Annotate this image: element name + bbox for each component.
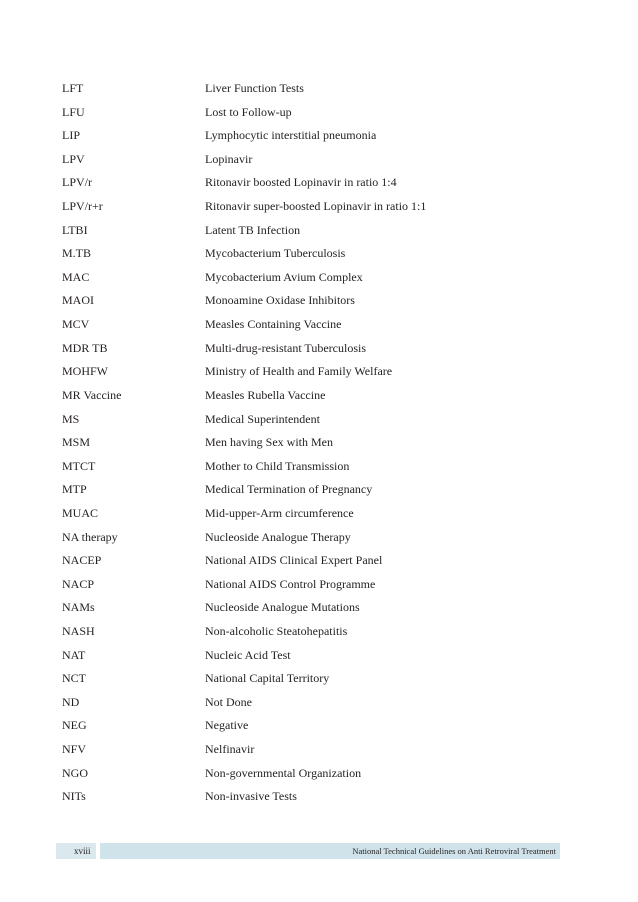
footer-title-bar bbox=[100, 843, 560, 859]
abbreviation-definition: Mycobacterium Avium Complex bbox=[205, 269, 363, 284]
abbreviation-row bbox=[0, 124, 638, 148]
abbreviation-term: MDR TB bbox=[62, 340, 108, 355]
abbreviation-definition: Nelfinavir bbox=[205, 742, 255, 757]
abbreviation-term: NACEP bbox=[62, 553, 102, 568]
footer-title: National Technical Guidelines on Anti Retroviral Treatment bbox=[352, 846, 556, 856]
abbreviation-term: NA therapy bbox=[62, 529, 118, 544]
abbreviation-definition: Men having Sex with Men bbox=[205, 435, 333, 450]
abbreviation-row bbox=[0, 714, 638, 738]
abbreviation-row bbox=[0, 620, 638, 644]
abbreviation-term: MAC bbox=[62, 269, 90, 284]
abbreviation-definition: Nucleic Acid Test bbox=[205, 647, 291, 662]
abbreviation-definition: Measles Rubella Vaccine bbox=[205, 387, 326, 402]
abbreviation-definition: Mycobacterium Tuberculosis bbox=[205, 246, 346, 261]
abbreviation-definition: Monoamine Oxidase Inhibitors bbox=[205, 293, 355, 308]
abbreviation-term: MTCT bbox=[62, 458, 96, 473]
footer-page-box bbox=[56, 843, 96, 859]
abbreviation-row bbox=[0, 667, 638, 691]
abbreviation-term: NAMs bbox=[62, 600, 95, 615]
abbreviation-list bbox=[0, 77, 638, 809]
abbreviation-row bbox=[0, 242, 638, 266]
abbreviation-definition: Not Done bbox=[205, 694, 252, 709]
abbreviation-row bbox=[0, 101, 638, 125]
abbreviation-definition: Nucleoside Analogue Therapy bbox=[205, 529, 351, 544]
abbreviation-term: MCV bbox=[62, 317, 90, 332]
abbreviation-term: NFV bbox=[62, 742, 87, 757]
abbreviation-definition: Measles Containing Vaccine bbox=[205, 317, 342, 332]
abbreviation-row bbox=[0, 219, 638, 243]
abbreviation-definition: Medical Superintendent bbox=[205, 411, 320, 426]
abbreviation-row bbox=[0, 77, 638, 101]
abbreviation-term: M.TB bbox=[62, 246, 92, 261]
abbreviation-row bbox=[0, 431, 638, 455]
abbreviation-term: MAOI bbox=[62, 293, 94, 308]
abbreviation-definition: Latent TB Infection bbox=[205, 222, 301, 237]
abbreviation-definition: Negative bbox=[205, 718, 249, 733]
abbreviation-row bbox=[0, 408, 638, 432]
abbreviation-row bbox=[0, 171, 638, 195]
abbreviation-definition: Mother to Child Transmission bbox=[205, 458, 350, 473]
abbreviation-term: MUAC bbox=[62, 505, 99, 520]
abbreviation-definition: Liver Function Tests bbox=[205, 81, 304, 95]
abbreviation-term: LFT bbox=[62, 81, 84, 95]
abbreviation-row bbox=[0, 762, 638, 786]
abbreviation-row bbox=[0, 360, 638, 384]
abbreviation-term: LPV/r bbox=[62, 175, 92, 190]
abbreviation-row bbox=[0, 785, 638, 809]
abbreviation-term: MOHFW bbox=[62, 364, 109, 379]
abbreviation-definition: National AIDS Control Programme bbox=[205, 576, 376, 591]
abbreviation-term: MS bbox=[62, 411, 80, 426]
abbreviation-definition: Non-alcoholic Steatohepatitis bbox=[205, 624, 348, 639]
abbreviation-row bbox=[0, 148, 638, 172]
abbreviation-term: MSM bbox=[62, 435, 91, 450]
abbreviation-row bbox=[0, 478, 638, 502]
abbreviation-definition: Medical Termination of Pregnancy bbox=[205, 482, 373, 497]
abbreviation-definition: Ritonavir super-boosted Lopinavir in ratio 1:1 bbox=[205, 199, 427, 214]
abbreviation-term: NGO bbox=[62, 765, 88, 780]
abbreviation-term: NASH bbox=[62, 624, 95, 639]
abbreviation-term: NAT bbox=[62, 647, 86, 662]
abbreviation-row bbox=[0, 596, 638, 620]
abbreviation-term: ND bbox=[62, 694, 80, 709]
abbreviation-definition: Nucleoside Analogue Mutations bbox=[205, 600, 360, 615]
abbreviation-term: NACP bbox=[62, 576, 95, 591]
page-number: xviii bbox=[74, 846, 91, 856]
page-footer bbox=[56, 843, 560, 859]
abbreviation-term: LTBI bbox=[62, 222, 88, 237]
abbreviation-row bbox=[0, 573, 638, 597]
abbreviation-definition: Lost to Follow-up bbox=[205, 104, 292, 119]
abbreviation-term: MTP bbox=[62, 482, 87, 497]
abbreviation-term: NEG bbox=[62, 718, 87, 733]
abbreviation-definition: Lopinavir bbox=[205, 151, 253, 166]
abbreviation-row bbox=[0, 455, 638, 479]
abbreviation-row bbox=[0, 266, 638, 290]
abbreviation-row bbox=[0, 644, 638, 668]
abbreviation-row bbox=[0, 289, 638, 313]
abbreviation-row bbox=[0, 526, 638, 550]
abbreviation-row bbox=[0, 549, 638, 573]
abbreviation-row bbox=[0, 313, 638, 337]
abbreviation-term: LFU bbox=[62, 104, 85, 119]
abbreviation-definition: Ministry of Health and Family Welfare bbox=[205, 364, 393, 379]
abbreviation-definition: National Capital Territory bbox=[205, 671, 330, 686]
abbreviation-definition: Lymphocytic interstitial pneumonia bbox=[205, 128, 377, 143]
abbreviation-term: NCT bbox=[62, 671, 86, 686]
abbreviation-term: MR Vaccine bbox=[62, 387, 122, 402]
abbreviation-definition: Mid-upper-Arm circumference bbox=[205, 505, 354, 520]
abbreviation-term: LPV bbox=[62, 151, 85, 166]
abbreviation-row bbox=[0, 195, 638, 219]
abbreviation-definition: National AIDS Clinical Expert Panel bbox=[205, 553, 383, 568]
abbreviation-term: NITs bbox=[62, 789, 86, 804]
abbreviation-definition: Non-invasive Tests bbox=[205, 789, 297, 804]
abbreviation-row bbox=[0, 738, 638, 762]
abbreviation-row bbox=[0, 384, 638, 408]
abbreviation-term: LIP bbox=[62, 128, 80, 143]
abbreviation-definition: Ritonavir boosted Lopinavir in ratio 1:4 bbox=[205, 175, 397, 190]
abbreviation-row bbox=[0, 337, 638, 361]
abbreviation-definition: Non-governmental Organization bbox=[205, 765, 362, 780]
abbreviation-definition: Multi-drug-resistant Tuberculosis bbox=[205, 340, 366, 355]
abbreviation-term: LPV/r+r bbox=[62, 199, 103, 214]
abbreviation-row bbox=[0, 691, 638, 715]
abbreviation-row bbox=[0, 502, 638, 526]
